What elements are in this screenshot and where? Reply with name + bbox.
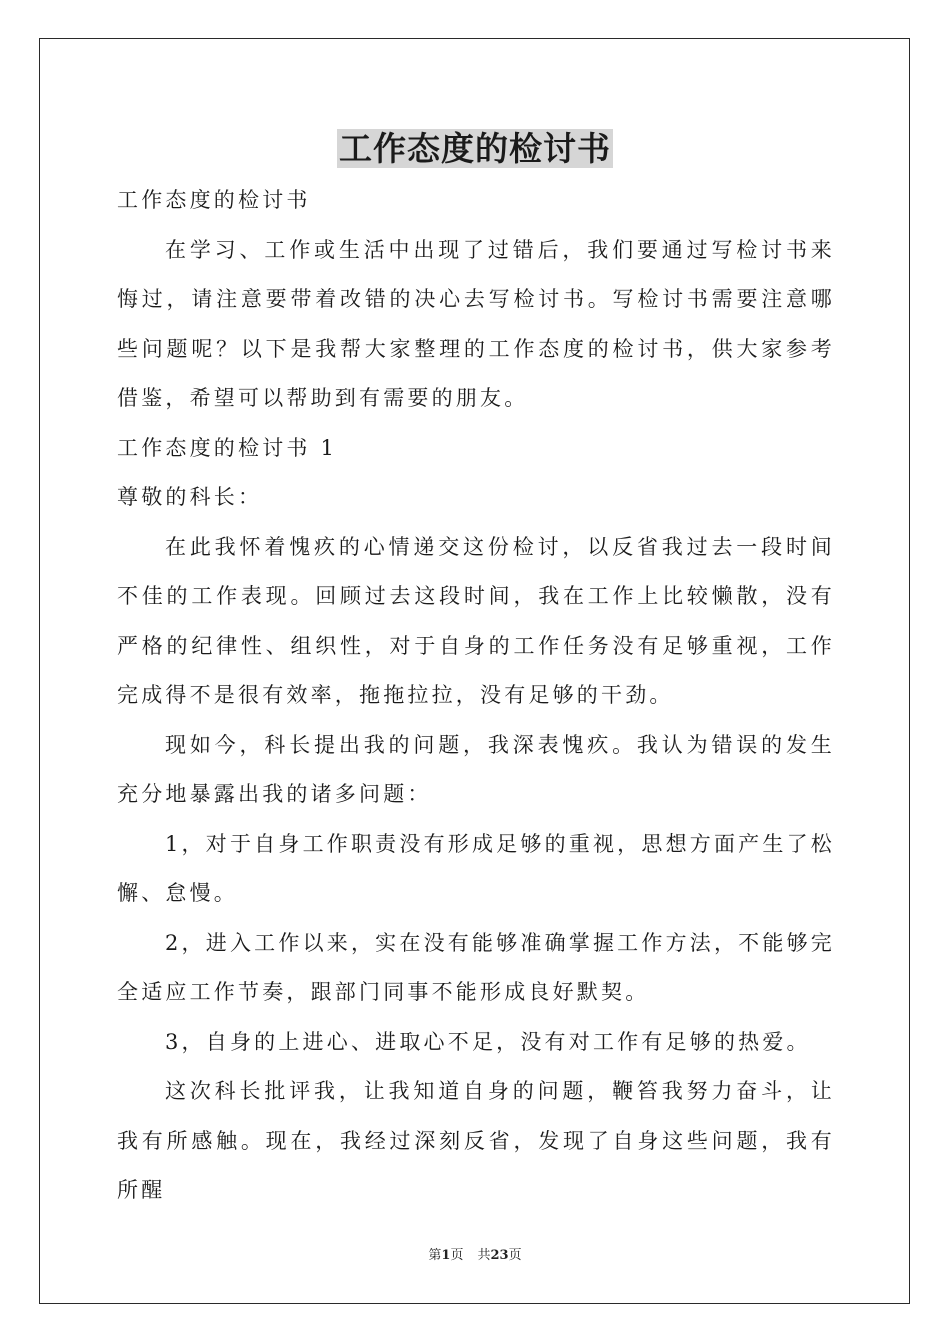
footer-total-pages: 23 [490,1248,509,1263]
footer-total-prefix: 共 [477,1248,491,1263]
paragraph-salutation: 尊敬的科长： [117,485,263,509]
paragraph-point-1: 1，对于自身工作职责没有形成足够的重视，思想方面产生了松懈、怠慢。 [117,831,835,905]
paragraph-intro: 在学习、工作或生活中出现了过错后，我们要通过写检讨书来悔过，请注意要带着改错的决心去写检讨书。写检讨书需要注意哪些问题呢？以下是我帮大家整理的工作态度的检讨书，供大家参考借鉴，希望可以帮助到有需要的朋友。 [117,237,835,410]
footer-prefix: 第 [428,1248,442,1263]
document-title-text: 工作态度的检讨书 [339,129,611,168]
document-title [0,127,950,171]
paragraph-heading: 工作态度的检讨书 [117,188,311,212]
paragraph-point-2: 2，进入工作以来，实在没有能够准确掌握工作方法，不能够完全适应工作节奏，跟部门同事不能形成良好默契。 [117,930,835,1004]
paragraph-body-1: 在此我怀着愧疚的心情递交这份检讨，以反省我过去一段时间不佳的工作表现。回顾过去这段时间，我在工作上比较懒散，没有严格的纪律性、组织性，对于自身的工作任务没有足够重视，工作完成得不是很有效率，拖拖拉拉，没有足够的干劲。 [117,534,835,707]
paragraph-point-3: 3，自身的上进心、进取心不足，没有对工作有足够的热爱。 [165,1029,811,1054]
paragraph-section-title: 工作态度的检讨书 1 [117,435,338,460]
paragraph-body-2: 现如今，科长提出我的问题，我深表愧疚。我认为错误的发生充分地暴露出我的诸多问题： [117,732,835,806]
footer-total-suffix: 页 [508,1248,522,1263]
document-body [117,176,835,1216]
page-footer [0,1247,950,1265]
footer-page-number: 1 [441,1248,451,1263]
footer-page-suffix: 页 [450,1248,464,1263]
paragraph-body-3: 这次科长批评我，让我知道自身的问题，鞭笞我努力奋斗，让我有所感触。现在，我经过深刻反省，发现了自身这些问题，我有所醒 [117,1079,835,1202]
